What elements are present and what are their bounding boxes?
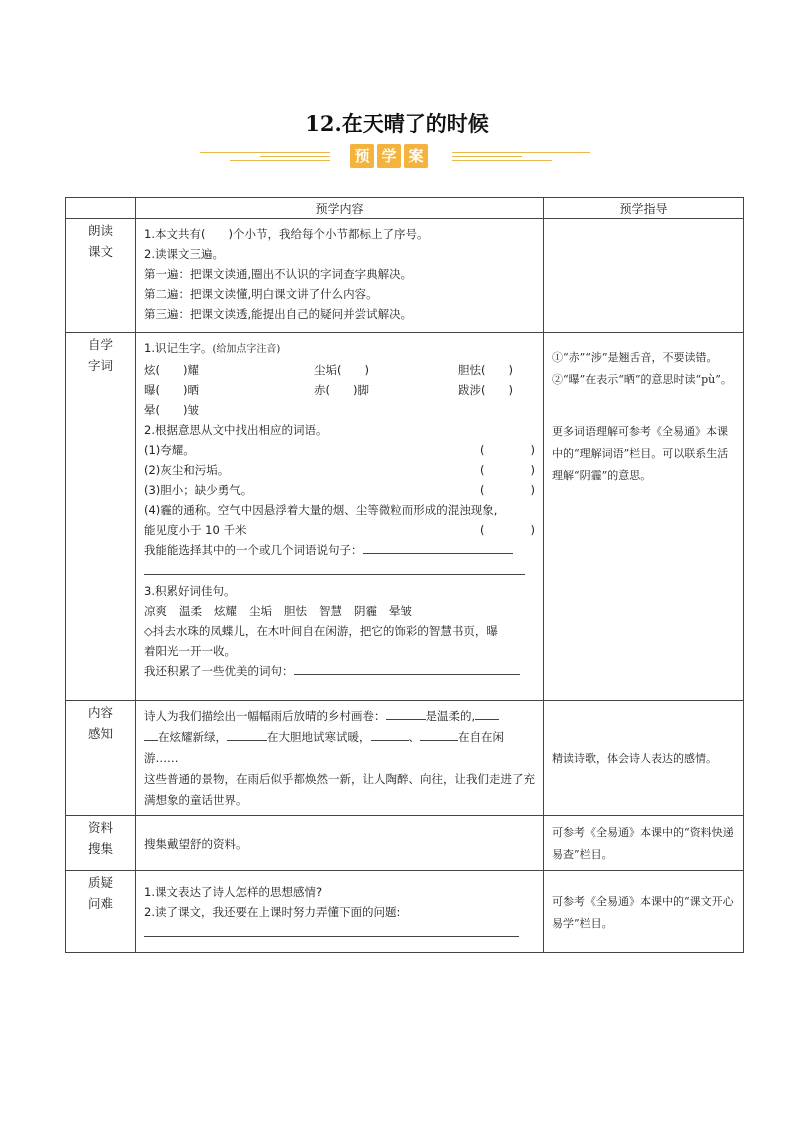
char-item: 曝( )晒 xyxy=(144,383,199,397)
q2-answer-paren: ( ) xyxy=(480,483,535,497)
vocab-guide xyxy=(544,333,744,701)
feel-content: 诗人为我们描绘出一幅幅雨后放晴的乡村画卷： 是温柔的, 在炫耀新绿， 在大胆地试寒试暖， 、 在自在闲 游…… 这些普通的景物，在雨后似乎都焕然一新，让人陶醉、向往，让我们走进了充满想象的童话世界。 xyxy=(136,701,544,816)
word: 凉爽 xyxy=(144,604,167,618)
banner-char-xue: 学 xyxy=(377,144,401,168)
q2-item: (1)夸耀。 xyxy=(144,443,195,457)
good-sentence: ◇抖去水珠的凤蝶儿，在木叶间自在闲游，把它的饰彩的智慧书页，曝 xyxy=(144,624,498,638)
word-list xyxy=(144,601,535,621)
reading-line: 第三遍：把课文读透,能提出自己的疑问并尝试解决。 xyxy=(144,307,413,321)
char-item: 赤( )脚 xyxy=(314,383,369,397)
feel-guide xyxy=(544,701,744,816)
preview-table xyxy=(65,197,744,953)
question-guide xyxy=(544,871,744,953)
reading-line: 第二遍：把课文读懂,明白课文讲了什么内容。 xyxy=(144,287,378,301)
q2-item: (3)胆小；缺少勇气。 xyxy=(144,483,253,497)
word: 晕皱 xyxy=(389,604,412,618)
vocab-content xyxy=(136,333,544,701)
word: 胆怯 xyxy=(284,604,307,618)
q2-answer-paren: ( ) xyxy=(480,463,535,477)
q2-answer-paren: ( ) xyxy=(480,443,535,457)
word: 智慧 xyxy=(319,604,342,618)
vocab-q3-title: 3.积累好词佳句。 xyxy=(144,584,236,598)
vocab-q2-title: 2.根据意思从文中找出相应的词语。 xyxy=(144,423,328,437)
page-title: 12.在天晴了的时候 xyxy=(305,111,489,136)
header-blank xyxy=(66,198,136,219)
reading-content xyxy=(136,219,544,333)
guide-note: 精读诗歌，体会诗人表达的感情。 xyxy=(552,752,717,765)
row-label-question: 质疑 问难 xyxy=(66,871,136,953)
reading-line: 1.本文共有( )个小节，我给每个小节都标上了序号。 xyxy=(144,227,429,241)
answer-line xyxy=(144,922,519,937)
guide-note: 更多词语理解可参考《全易通》本课中的“理解词语”栏目。可以联系生活理解“阴霾”的意思。 xyxy=(552,425,729,482)
more-sentences-prompt: 我还积累了一些优美的词句： xyxy=(144,661,535,681)
answer-line xyxy=(144,560,525,575)
info-content: 搜集戴望舒的资料。 xyxy=(136,816,544,871)
word: 温柔 xyxy=(179,604,202,618)
char-item: 胆怯( ) xyxy=(458,363,513,377)
word: 尘垢 xyxy=(249,604,272,618)
question-content: 1.课文表达了诗人怎样的思想感情? 2.读了课文，我还要在上课时努力弄懂下面的问题: xyxy=(136,871,544,953)
header-content: 预学内容 xyxy=(136,198,544,219)
guide-note: 可参考《全易通》本课中的“资料快递易查”栏目。 xyxy=(552,826,734,861)
vocab-q1-title: 1.识记生字。(给加点字注音) xyxy=(144,341,281,355)
char-item: 跋涉( ) xyxy=(458,383,513,397)
q2-sentence-prompt: 我能能选择其中的一个或几个词语说句子： xyxy=(144,540,535,560)
header-guide: 预学指导 xyxy=(544,198,744,219)
guide-note: ②“曝”在表示“晒”的意思时读“pù”。 xyxy=(552,373,732,386)
reading-line: 2.读课文三遍。 xyxy=(144,247,224,261)
q2-answer-paren: ( ) xyxy=(480,523,535,537)
guide-note: ①“赤”“涉”是翘舌音，不要读错。 xyxy=(552,351,718,364)
row-label-vocab: 自学 字词 xyxy=(66,333,136,701)
info-guide xyxy=(544,816,744,871)
char-item: 晕( )皱 xyxy=(144,403,199,417)
feel-paragraph: 这些普通的景物，在雨后似乎都焕然一新，让人陶醉、向往，让我们走进了充满想象的童话世界。 xyxy=(144,772,535,807)
good-sentence-cont: 着阳光一开一收。 xyxy=(144,644,236,658)
row-label-feel: 内容 感知 xyxy=(66,701,136,816)
row-label-info: 资料 搜集 xyxy=(66,816,136,871)
row-label-reading: 朗读 课文 xyxy=(66,219,136,333)
word: 阴霾 xyxy=(354,604,377,618)
reading-line: 第一遍：把课文读通,圈出不认识的字词查字典解决。 xyxy=(144,267,413,281)
banner-char-an: 案 xyxy=(404,144,428,168)
section-banner xyxy=(0,142,794,172)
char-item: 炫( )耀 xyxy=(144,363,199,377)
guide-note: 可参考《全易通》本课中的“课文开心易学”栏目。 xyxy=(552,894,734,930)
word: 炫耀 xyxy=(214,604,237,618)
q2-item: 能见度小于 10 千米 xyxy=(144,523,247,537)
reading-guide xyxy=(544,219,744,333)
char-item: 尘垢( ) xyxy=(314,363,369,377)
banner-char-yu: 预 xyxy=(350,144,374,168)
q2-item: (2)灰尘和污垢。 xyxy=(144,463,230,477)
q2-item: (4)霾的通称。空气中因悬浮着大量的烟、尘等微粒而形成的混浊现象, xyxy=(144,503,498,517)
